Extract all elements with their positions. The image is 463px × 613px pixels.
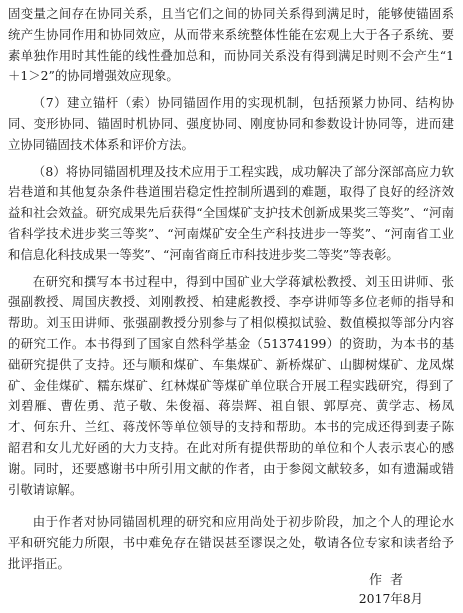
paragraph-acknowledgements: 在研究和撰写本书过程中，得到中国矿业大学蒋斌松教授、刘玉田讲师、张强副教授、周国庆教授、刘刚教授、柏建彪教授、李亭讲师等多位老师的指导和帮助。刘玉田讲师、张强副教授分别参与了相似模拟试验、数值模拟等部分内容的研究工作。本书得到了国家自然科学基金（51374199）的资助，为本书的基础研究提供了支持。还与顺和煤矿、车集煤矿、新桥煤矿、山脚树煤矿、龙凤煤矿、金佳煤矿、糯东煤矿、红林煤矿等煤矿单位联合开展工程实践研究，得到了刘碧雁、曹佐勇、范子敬、朱俊福、蒋崇辉、祖自银、郭厚亮、黄学志、杨凤才、何东升、兰红、蒋茂怀等单位领导的支持和帮助。本书的完成还得到妻子陈韶君和女儿尤好函的大力支持。在此对所有提供帮助的单位和个人表示衷心的感谢。同时，还要感谢书中所引用文献的作者，由于参阅文献较多，如有遗漏或错引敬请谅解。	[8, 273, 454, 497]
document-body	[8, 4, 454, 575]
author-signature: 作者	[368, 573, 411, 588]
paragraph-item-7: （7）建立锚杆（索）协同锚固作用的实现机制，包括预紧力协同、结构协同、变形协同、锚固时机协同、强度协同、刚度协同和参数设计协同等，进而建立协同锚固技术体系和评价方法。	[8, 95, 454, 152]
paragraph-item-8: （8）将协同锚固机理及技术应用于工程实践，成功解决了部分深部高应力软岩巷道和其他复杂条件巷道围岩稳定性控制所遇到的难题，取得了良好的经济效益和社会效益。研究成果先后获得“全国煤矿支护技术创新成果奖三等奖”、“河南省科学技术进步奖三等奖”、“河南煤矿安全生产科技进步一等奖”、“河南省工业和信息化科技成果一等奖”、“河南省商丘市科技进步奖二等奖”等表彰。	[8, 163, 454, 262]
paragraph-continuation: 固变量之间存在协同关系，且当它们之间的协同关系得到满足时，能够使锚固系统产生协同作用和协同效应，从而带来系统整体性能在宏观上大于各子系统、要素单独作用时其性能的线性叠加总和，而协同关系没有得到满足时则不会产生“1＋1＞2”的协同增强效应现象。	[8, 6, 454, 84]
signature-date: 2017年8月	[358, 591, 423, 606]
paragraph-closing: 由于作者对协同锚固机理的研究和应用尚处于初步阶段，加之个人的理论水平和研究能力所限，书中难免存在错误甚至谬误之处，敬请各位专家和读者给予批评指正。	[8, 514, 454, 571]
